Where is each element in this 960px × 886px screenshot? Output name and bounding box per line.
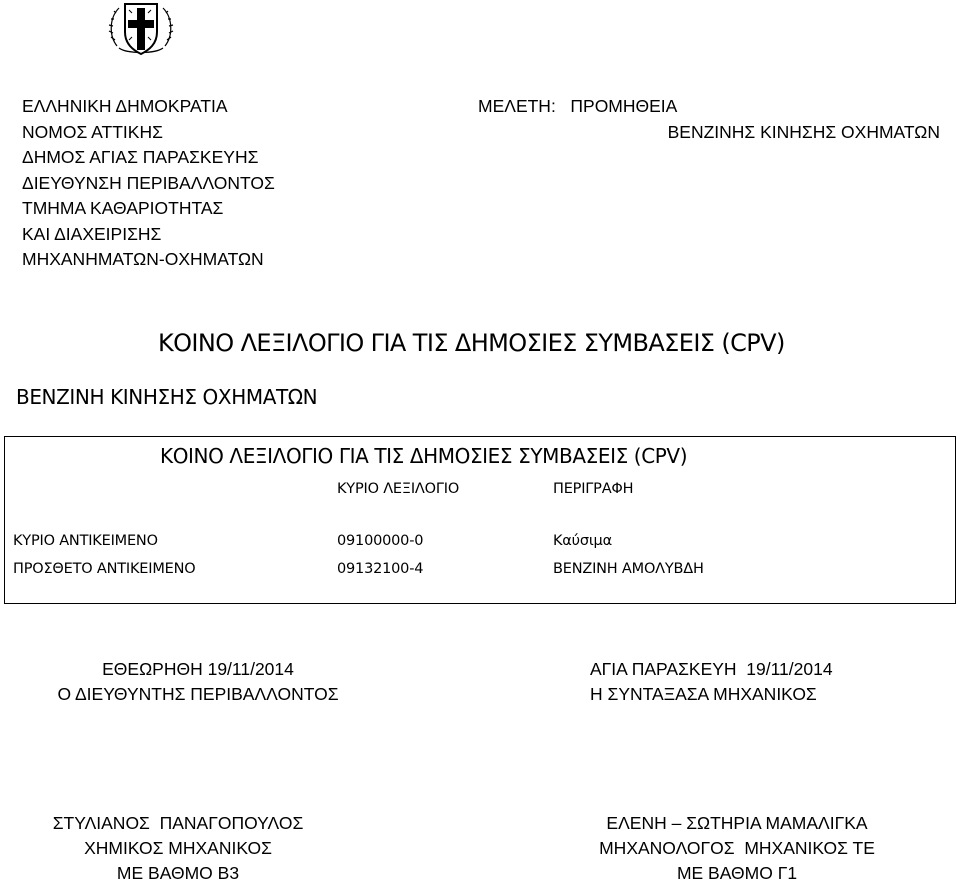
issuer-header [22,94,275,273]
drafting-role: Η ΣΥΝΤΑΞΑΣΑ ΜΗΧΑΝΙΚΟΣ [590,684,817,704]
signatory-name: ΣΤΥΛΙΑΝΟΣ ΠΑΝΑΓΟΠΟΥΛΟΣ [52,813,304,833]
signatory-grade: ΜΕ ΒΑΘΜΟ Β3 [116,863,240,883]
approval-date: ΕΘΕΩΡΗΘΗ 19/11/2014 [102,659,294,679]
issuer-line: ΜΗΧΑΝΗΜΑΤΩΝ-ΟΧΗΜΑΤΩΝ [22,249,264,269]
drafting-block [590,657,833,707]
drafting-date: ΑΓΙΑ ΠΑΡΑΣΚΕΥΗ 19/11/2014 [590,659,833,679]
study-title: ΜΕΛΕΤΗ: ΠΡΟΜΗΘΕΙΑ [478,96,678,116]
subject-heading: ΒΕΝΖΙΝΗ ΚΙΝΗΣΗΣ ΟΧΗΜΑΤΩΝ [16,385,318,409]
issuer-line: ΕΛΛΗΝΙΚΗ ΔΗΜΟΚΡΑΤΙΑ [22,96,228,116]
cpv-table [4,436,956,604]
cpv-code: 09132100-4 [337,561,424,577]
row-label: ΠΡΟΣΘΕΤΟ ΑΝΤΙΚΕΙΜΕΝΟ [13,561,196,577]
cpv-description: Καύσιμα [553,533,612,549]
issuer-line: ΚΑΙ ΔΙΑΧΕΙΡΙΣΗΣ [22,223,162,244]
signatory-grade: ΜΕ ΒΑΘΜΟ Γ1 [676,863,798,883]
cpv-table-title: ΚΟΙΝΟ ΛΕΞΙΛΟΓΙΟ ΓΙΑ ΤΙΣ ΔΗΜΟΣΙΕΣ ΣΥΜΒΑΣΕΙΣ (CPV) [160,444,688,468]
study-subject: ΒΕΝΖΙΝΗΣ ΚΙΝΗΣΗΣ ΟΧΗΜΑΤΩΝ [667,121,940,142]
cpv-description: ΒΕΝΖΙΝΗ ΑΜΟΛΥΒΔΗ [553,561,704,577]
signatory-title: ΜΗΧΑΝΟΛΟΓΟΣ ΜΗΧΑΝΙΚΟΣ ΤΕ [599,838,875,858]
approval-role: Ο ΔΙΕΥΘΥΝΤΗΣ ΠΕΡΙΒΑΛΛΟΝΤΟΣ [57,684,339,704]
left-signatory [0,811,356,886]
page-title: ΚΟΙΝΟ ΛΕΞΙΛΟΓΙΟ ΓΙΑ ΤΙΣ ΔΗΜΟΣΙΕΣ ΣΥΜΒΑΣΕΙΣ (CPV) [158,329,785,357]
right-signatory [548,811,926,886]
greek-coat-of-arms-icon [107,0,175,60]
signatory-name: ΕΛΕΝΗ – ΣΩΤΗΡΙΑ ΜΑΜΑΛΙΓΚΑ [606,813,868,833]
cpv-code: 09100000-0 [337,533,424,549]
approval-block [0,657,396,707]
row-label: ΚΥΡΙΟ ΑΝΤΙΚΕΙΜΕΝΟ [13,533,158,549]
column-header-vocabulary: ΚΥΡΙΟ ΛΕΞΙΛΟΓΙΟ [337,481,460,497]
issuer-line: ΔΙΕΥΘΥΝΣΗ ΠΕΡΙΒΑΛΛΟΝΤΟΣ [22,172,275,193]
issuer-line: ΔΗΜΟΣ ΑΓΙΑΣ ΠΑΡΑΣΚΕΥΗΣ [22,147,259,167]
study-header [478,94,940,145]
column-header-description: ΠΕΡΙΓΡΑΦΗ [553,481,634,497]
signatory-title: ΧΗΜΙΚΟΣ ΜΗΧΑΝΙΚΟΣ [84,838,272,858]
issuer-line: ΤΜΗΜΑ ΚΑΘΑΡΙΟΤΗΤΑΣ [22,198,224,218]
issuer-line: ΝΟΜΟΣ ΑΤΤΙΚΗΣ [22,121,163,142]
